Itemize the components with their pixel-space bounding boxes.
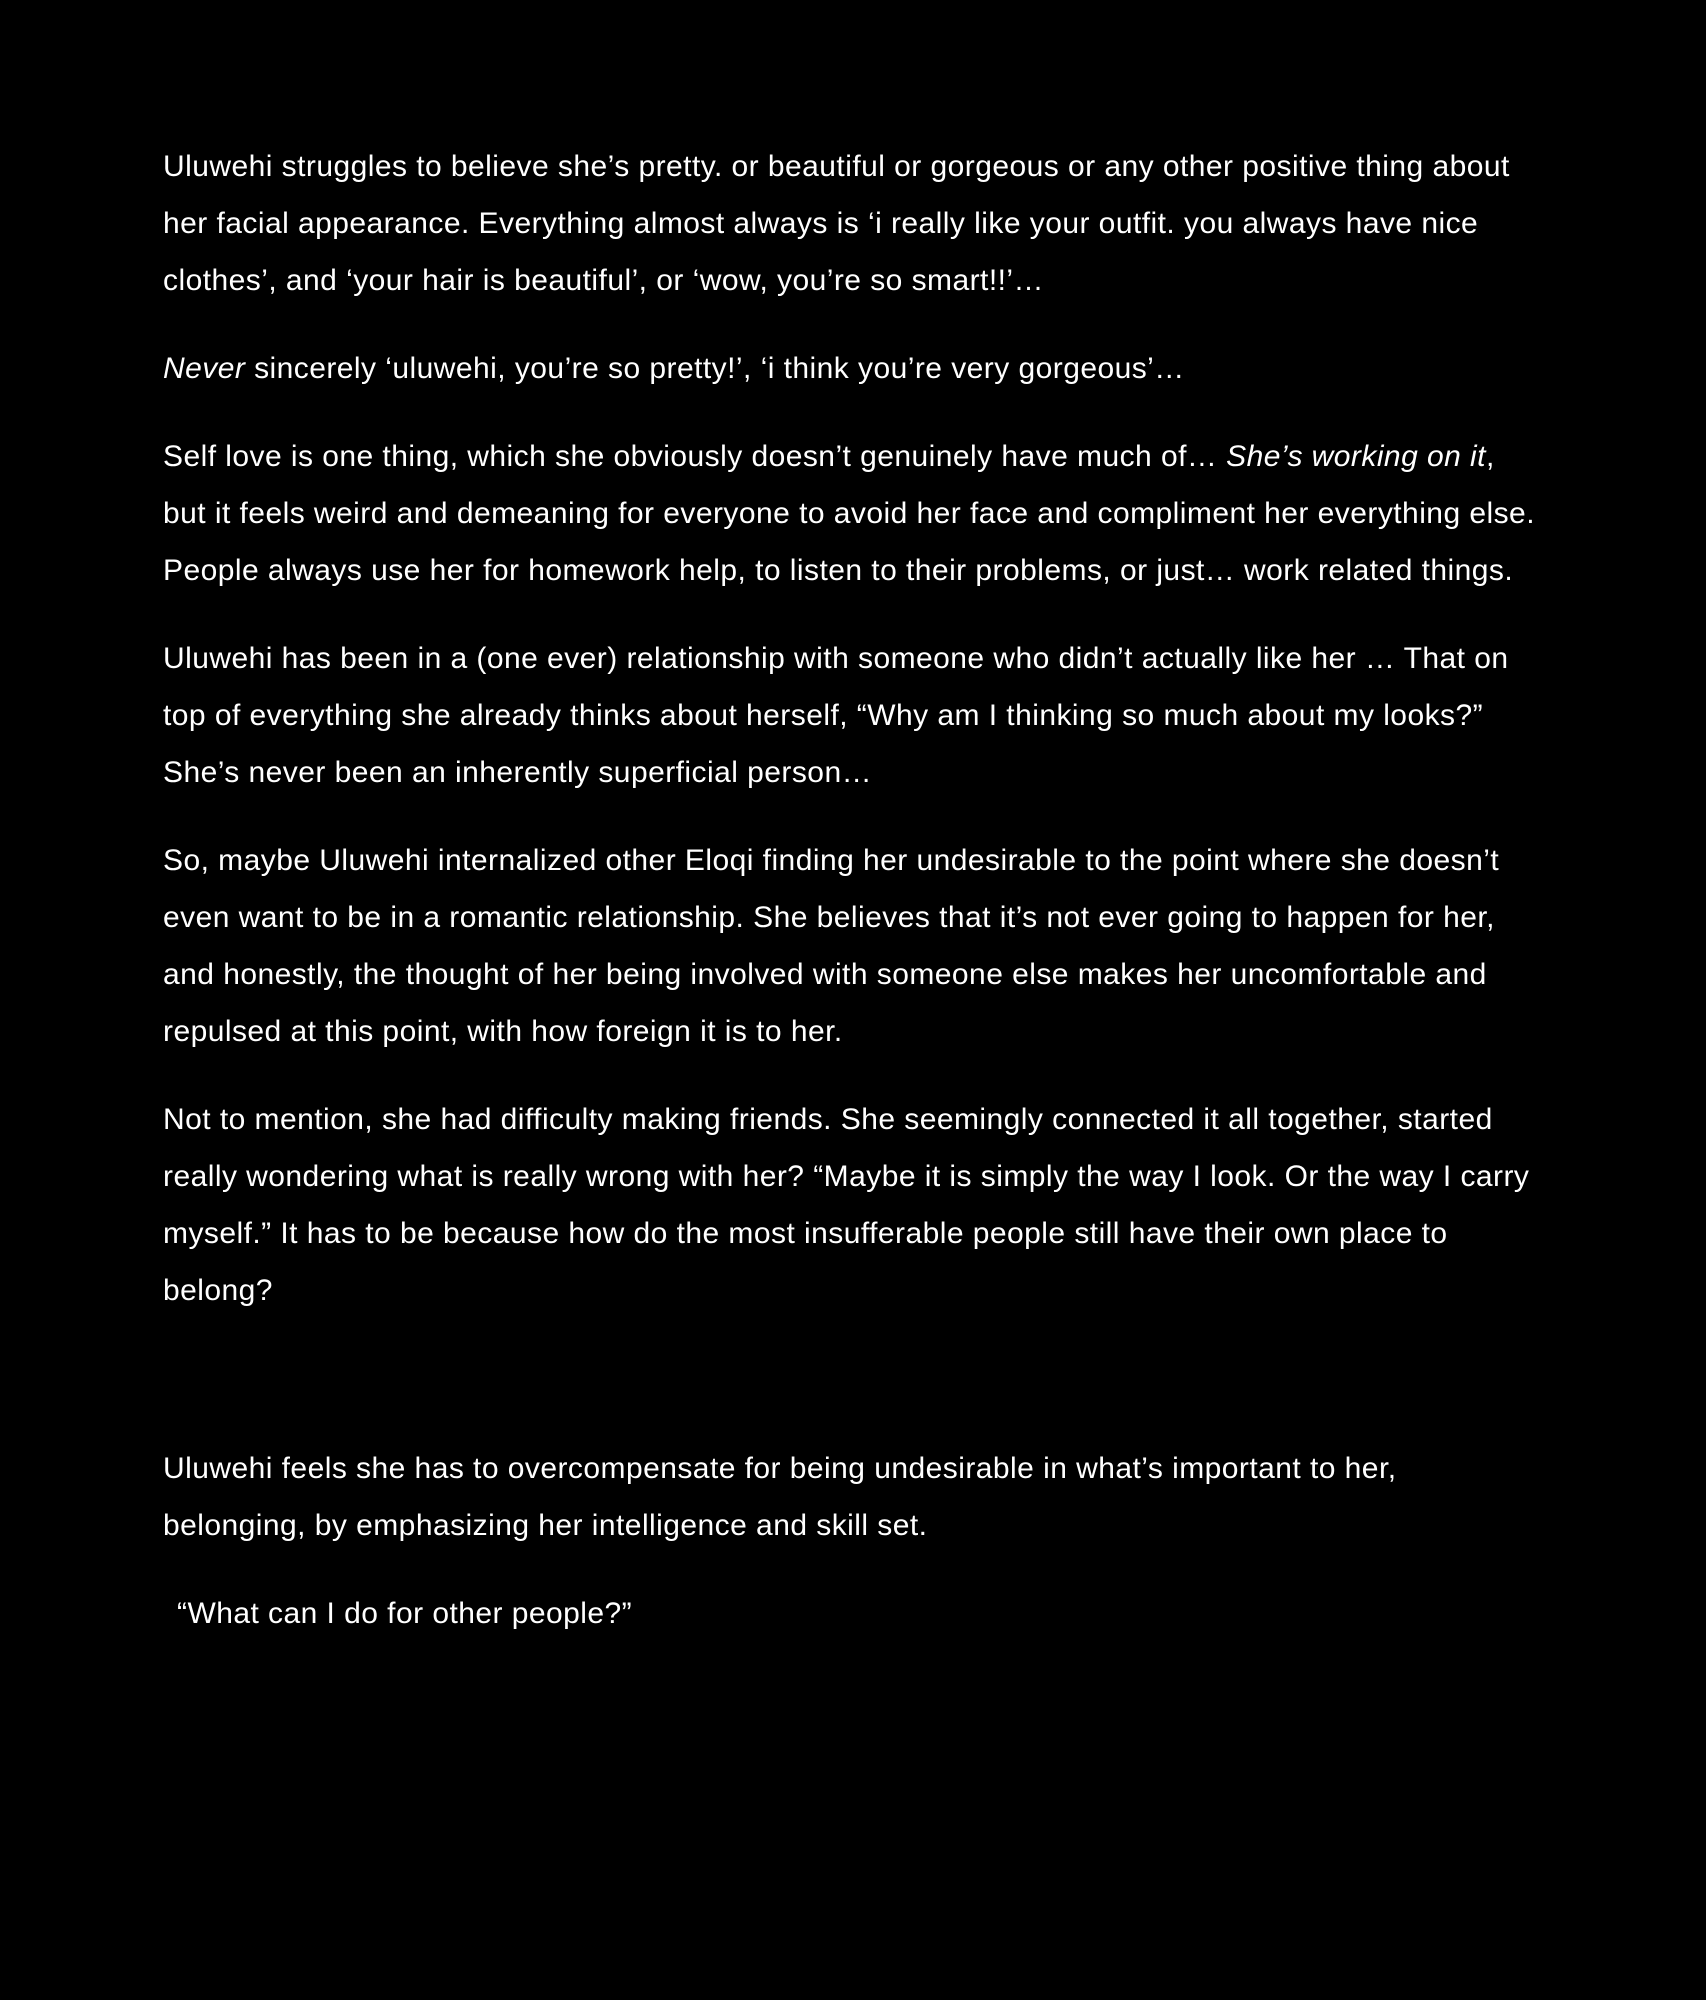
text-run: Uluwehi feels she has to overcompensate for being undesirable in what’s important to her, belonging, by emphasizing her intelligence and skill set. (163, 1452, 1397, 1542)
text-run: sincerely ‘uluwehi, you’re so pretty!’, ‘i think you’re very gorgeous’… (245, 352, 1185, 385)
paragraph (163, 1091, 1538, 1319)
paragraph (163, 138, 1538, 309)
text-run: So, maybe Uluwehi internalized other Eloqi finding her undesirable to the point where she doesn’t even want to be in a romantic relationship. She believes that it’s not ever going to happen for her, and honestly, the thought of her being involved with someone else makes her uncomfortable and repulsed at this point, with how foreign it is to her. (163, 844, 1500, 1048)
paragraph (163, 832, 1538, 1060)
italic-text-run: She’s working on it (1226, 440, 1486, 473)
paragraph (163, 630, 1538, 801)
text-run: Self love is one thing, which she obviously doesn’t genuinely have much of… (163, 440, 1227, 473)
paragraph (163, 1585, 1540, 1642)
paragraph (163, 340, 1538, 397)
paragraph (163, 1440, 1538, 1554)
text-run: Uluwehi struggles to believe she’s pretty. or beautiful or gorgeous or any other positive thing about her facial appearance. Everything almost always is ‘i really like your outfit. you always have nice clothes’, and ‘your hair is beautiful’, or ‘wow, you’re so smart!!’… (163, 150, 1510, 297)
italic-text-run: Never (163, 352, 246, 385)
text-run: Uluwehi has been in a (one ever) relationship with someone who didn’t actually like her … That on top of everything she already thinks about herself, “Why am I thinking so much about my looks?” She’s never been an inherently superficial person… (163, 642, 1509, 789)
text-run: “What can I do for other people?” (177, 1597, 633, 1630)
paragraph (163, 428, 1538, 599)
text-run: , but it feels weird and demeaning for everyone to avoid her face and compliment her everything else. People always use her for homework help, to listen to their problems, or just… work related things. (163, 440, 1535, 587)
text-run: Not to mention, she had difficulty making friends. She seemingly connected it all together, started really wondering what is really wrong with her? “Maybe it is simply the way I look. Or the way I carry myself.” It has to be because how do the most insufferable people still have their own place to belong? (163, 1103, 1530, 1307)
